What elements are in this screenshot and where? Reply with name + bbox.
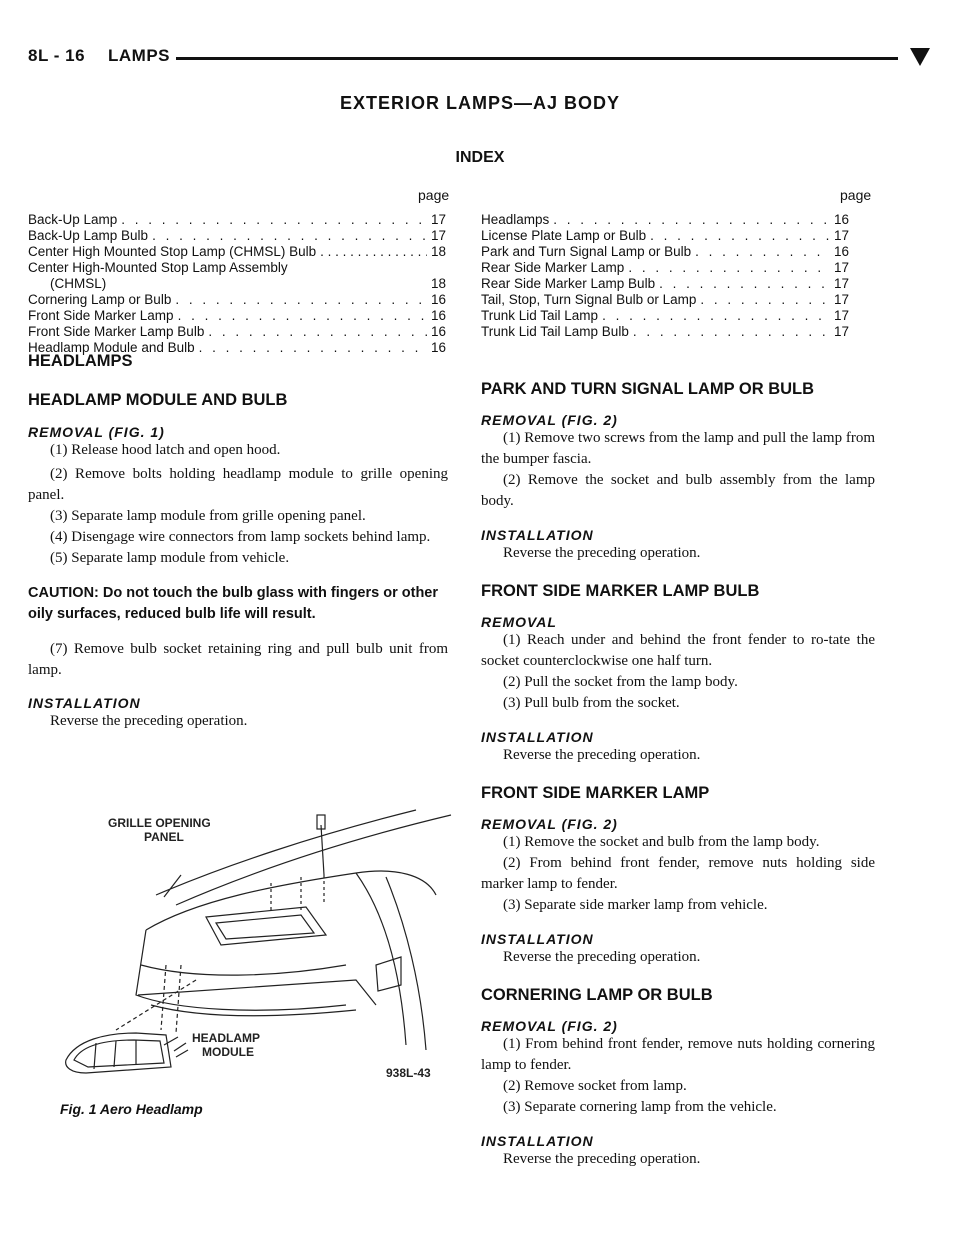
step: (2) Remove the socket and bulb assembly from the lamp body. [481, 472, 875, 509]
index-entry: Back-Up Lamp Bulb . . . 17 [28, 228, 446, 244]
figure-label: GRILLE OPENING [108, 816, 211, 830]
subheading-installation: INSTALLATION [481, 527, 594, 543]
index-entry: Back-Up Lamp . . . 17 [28, 212, 446, 228]
step: Reverse the preceding operation. [50, 713, 248, 729]
index-right [481, 212, 849, 340]
step: (3) Separate lamp module from grille opening panel. [50, 508, 366, 524]
step: (3) Pull bulb from the socket. [503, 695, 680, 711]
index-entry: Cornering Lamp or Bulb . . . 16 [28, 292, 446, 308]
step: (1) Remove two screws from the lamp and pull the lamp from the bumper fascia. [481, 430, 875, 467]
index-entry: Headlamps . . . 16 [481, 212, 849, 228]
heading-front-side-marker-bulb: FRONT SIDE MARKER LAMP BULB [481, 582, 760, 600]
page-header [28, 46, 932, 72]
index-entry-cont: (CHMSL) 18 [50, 276, 446, 291]
figure-label: HEADLAMP [192, 1031, 260, 1045]
step: (5) Separate lamp module from vehicle. [50, 550, 290, 566]
subheading-removal: REMOVAL [481, 614, 557, 630]
step: (2) From behind front fender, remove nuts holding side marker lamp to fender. [481, 855, 875, 892]
step: (1) Release hood latch and open hood. [50, 442, 281, 458]
index-left [28, 212, 446, 356]
subheading-removal: REMOVAL (FIG. 2) [481, 816, 618, 832]
subheading-removal: REMOVAL (FIG. 2) [481, 412, 618, 428]
index-entry: Rear Side Marker Lamp . . . 17 [481, 260, 849, 276]
step: (1) From behind front fender, remove nuts holding cornering lamp to fender. [481, 1036, 875, 1073]
index-page-label-left: page [418, 187, 450, 203]
index-entry: Rear Side Marker Lamp Bulb . . . 17 [481, 276, 849, 292]
index-entry: Tail, Stop, Turn Signal Bulb or Lamp . . . 17 [481, 292, 849, 308]
step: Reverse the preceding operation. [503, 545, 701, 561]
subheading-installation: INSTALLATION [481, 1133, 594, 1149]
index-entry: License Plate Lamp or Bulb . . . 17 [481, 228, 849, 244]
figure-code: 938L-43 [386, 1066, 431, 1080]
heading-cornering: CORNERING LAMP OR BULB [481, 986, 713, 1004]
subheading-removal: REMOVAL (FIG. 2) [481, 1018, 618, 1034]
subheading-installation: INSTALLATION [28, 695, 141, 711]
caution-note: CAUTION: Do not touch the bulb glass with fingers or other oily surfaces, reduced bulb life will result. [28, 585, 439, 622]
step: (1) Reach under and behind the front fender to ro-tate the socket counterclockwise one half turn. [481, 632, 875, 669]
subheading-installation: INSTALLATION [481, 931, 594, 947]
figure-label: PANEL [144, 830, 184, 844]
index-entry: Center High Mounted Stop Lamp (CHMSL) Bulb . . . 18 [28, 244, 446, 260]
index-heading: INDEX [455, 149, 505, 166]
page-number: 8L - 16 [28, 46, 86, 65]
index-page-label-right: page [840, 187, 872, 203]
step: (7) Remove bulb socket retaining ring and pull bulb unit from lamp. [28, 641, 448, 678]
right-column [481, 380, 875, 1170]
index-entry: Front Side Marker Lamp Bulb . . . 16 [28, 324, 446, 340]
page-title: EXTERIOR LAMPS—AJ BODY [339, 93, 621, 113]
heading-park-turn: PARK AND TURN SIGNAL LAMP OR BULB [481, 380, 815, 398]
index-entry: Front Side Marker Lamp . . . 16 [28, 308, 446, 324]
figure-caption: Fig. 1 Aero Headlamp [60, 1101, 203, 1117]
heading-headlamps: HEADLAMPS [28, 352, 133, 370]
section-name: LAMPS [108, 46, 170, 65]
left-column [28, 352, 448, 732]
index-entry: Center High-Mounted Stop Lamp Assembly [28, 260, 288, 275]
headlamp-figure [56, 805, 456, 1095]
header-rule [176, 57, 898, 60]
step: Reverse the preceding operation. [503, 949, 701, 965]
index-entry: Headlamp Module and Bulb . . . 16 [28, 340, 446, 356]
index-entry: Trunk Lid Tail Lamp Bulb . . . 17 [481, 324, 849, 340]
step: (1) Remove the socket and bulb from the lamp body. [503, 834, 820, 850]
step: Reverse the preceding operation. [503, 1151, 701, 1167]
step: (2) Pull the socket from the lamp body. [503, 674, 738, 690]
step: Reverse the preceding operation. [503, 747, 701, 763]
index-entry: Park and Turn Signal Lamp or Bulb . . . 16 [481, 244, 849, 260]
subheading-removal: REMOVAL (FIG. 1) [28, 424, 165, 440]
step: (3) Separate side marker lamp from vehicle. [503, 897, 768, 913]
step: (2) Remove bolts holding headlamp module to grille opening panel. [28, 466, 448, 503]
heading-front-side-marker: FRONT SIDE MARKER LAMP [481, 784, 710, 802]
heading-headlamp-module: HEADLAMP MODULE AND BULB [28, 391, 288, 409]
subheading-installation: INSTALLATION [481, 729, 594, 745]
step: (2) Remove socket from lamp. [503, 1078, 687, 1094]
index-entry: Trunk Lid Tail Lamp . . . 17 [481, 308, 849, 324]
step: (4) Disengage wire connectors from lamp sockets behind lamp. [50, 529, 431, 545]
down-triangle-icon [910, 48, 930, 66]
step: (3) Separate cornering lamp from the vehicle. [503, 1099, 777, 1115]
figure-label: MODULE [202, 1045, 254, 1059]
